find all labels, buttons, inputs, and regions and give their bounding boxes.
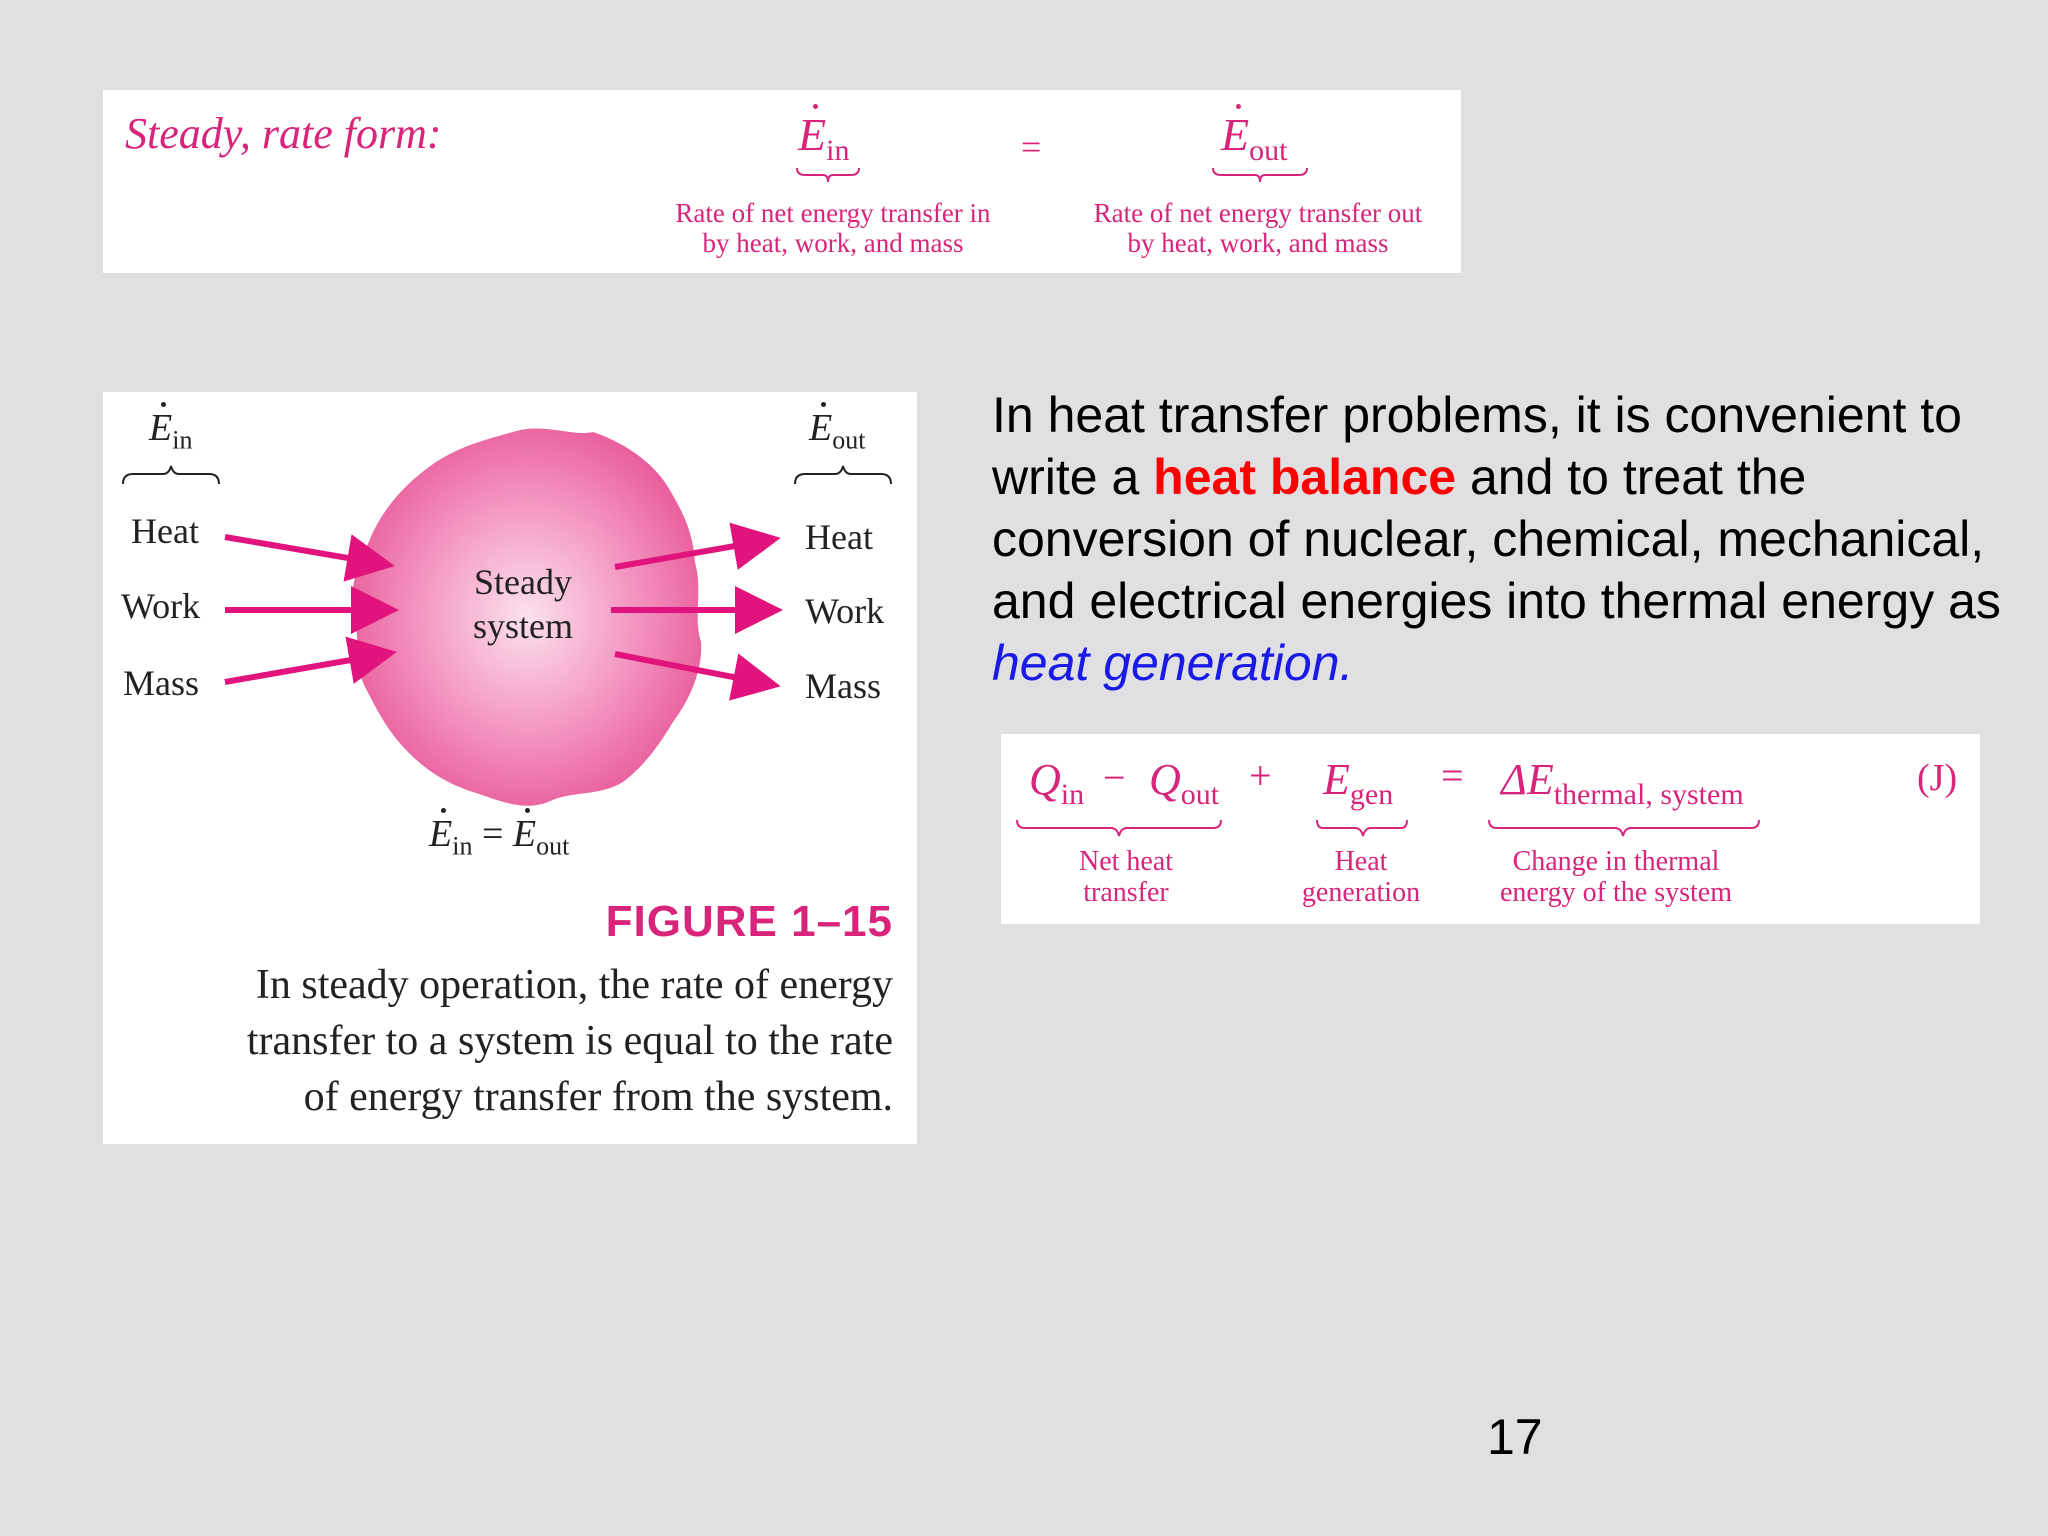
out-label-work: Work bbox=[805, 591, 885, 631]
out-label-heat: Heat bbox=[805, 517, 873, 557]
q-in-symbol: $Q_{in}$ bbox=[1029, 755, 1085, 811]
plus-sign: + bbox=[1249, 753, 1272, 798]
steady-rate-equation bbox=[103, 90, 1461, 273]
energy-out-symbol: $E_{out}$ bbox=[1221, 109, 1288, 168]
lhs-description: Rate of net energy transfer in by heat, work, and mass bbox=[675, 198, 991, 258]
in-label-work: Work bbox=[121, 586, 201, 626]
in-label-heat: Heat bbox=[131, 511, 199, 551]
thermal-energy-change-desc: Change in thermal energy of the system bbox=[1500, 846, 1732, 908]
equation-label: Steady, rate form: bbox=[125, 109, 442, 158]
rhs-description: Rate of net energy transfer out by heat, work, and mass bbox=[1093, 198, 1423, 258]
page-number: 17 bbox=[1487, 1409, 1543, 1465]
minus-sign: − bbox=[1103, 755, 1126, 800]
heat-balance-highlight: heat balance bbox=[1153, 449, 1457, 505]
heat-balance-equation bbox=[1001, 734, 1980, 924]
out-label-mass: Mass bbox=[805, 666, 882, 706]
heat-balance-underbraces-icon bbox=[1015, 818, 1965, 840]
system-label: Steady system bbox=[472, 562, 573, 646]
figure-balance-equation: $E_{in} = E_{out}$ bbox=[429, 813, 570, 861]
equals-sign-hb: = bbox=[1441, 753, 1464, 798]
e-gen-symbol: $E_{gen}$ bbox=[1323, 755, 1394, 811]
net-heat-transfer-desc: Net heat transfer bbox=[1078, 846, 1174, 908]
figure-number: FIGURE 1–15 bbox=[605, 897, 893, 946]
equals-sign: = bbox=[1021, 127, 1042, 167]
in-label-mass: Mass bbox=[123, 663, 200, 703]
out-brace-icon bbox=[795, 466, 891, 484]
rhs-underbrace-icon bbox=[1211, 166, 1309, 184]
in-brace-icon bbox=[123, 466, 219, 484]
heat-generation-highlight: heat generation bbox=[992, 635, 1340, 691]
figure-energy-out: $E_{out}$ bbox=[809, 407, 866, 455]
figure-steady-system bbox=[103, 392, 917, 1144]
figure-energy-in: $E_{in}$ bbox=[149, 407, 193, 455]
body-paragraph: In heat transfer problems, it is convenient to write a heat balance and to treat the conversion of nuclear, chemical, mechanical, and electrical energies into thermal energy as heat generation. bbox=[992, 387, 2001, 691]
heat-in-arrow bbox=[225, 537, 383, 564]
delta-e-symbol: $\Delta E_{thermal, system}$ bbox=[1501, 755, 1744, 811]
lhs-underbrace-icon bbox=[795, 166, 861, 184]
heat-generation-desc: Heat generation bbox=[1301, 846, 1421, 908]
equation-tag: (J) bbox=[1917, 757, 1958, 799]
energy-in-symbol: $E_{in}$ bbox=[798, 109, 850, 168]
figure-caption: In steady operation, the rate of energy transfer to a system is equal to the rate of energy transfer from the system. bbox=[246, 962, 893, 1120]
q-out-symbol: $Q_{out}$ bbox=[1149, 755, 1220, 811]
